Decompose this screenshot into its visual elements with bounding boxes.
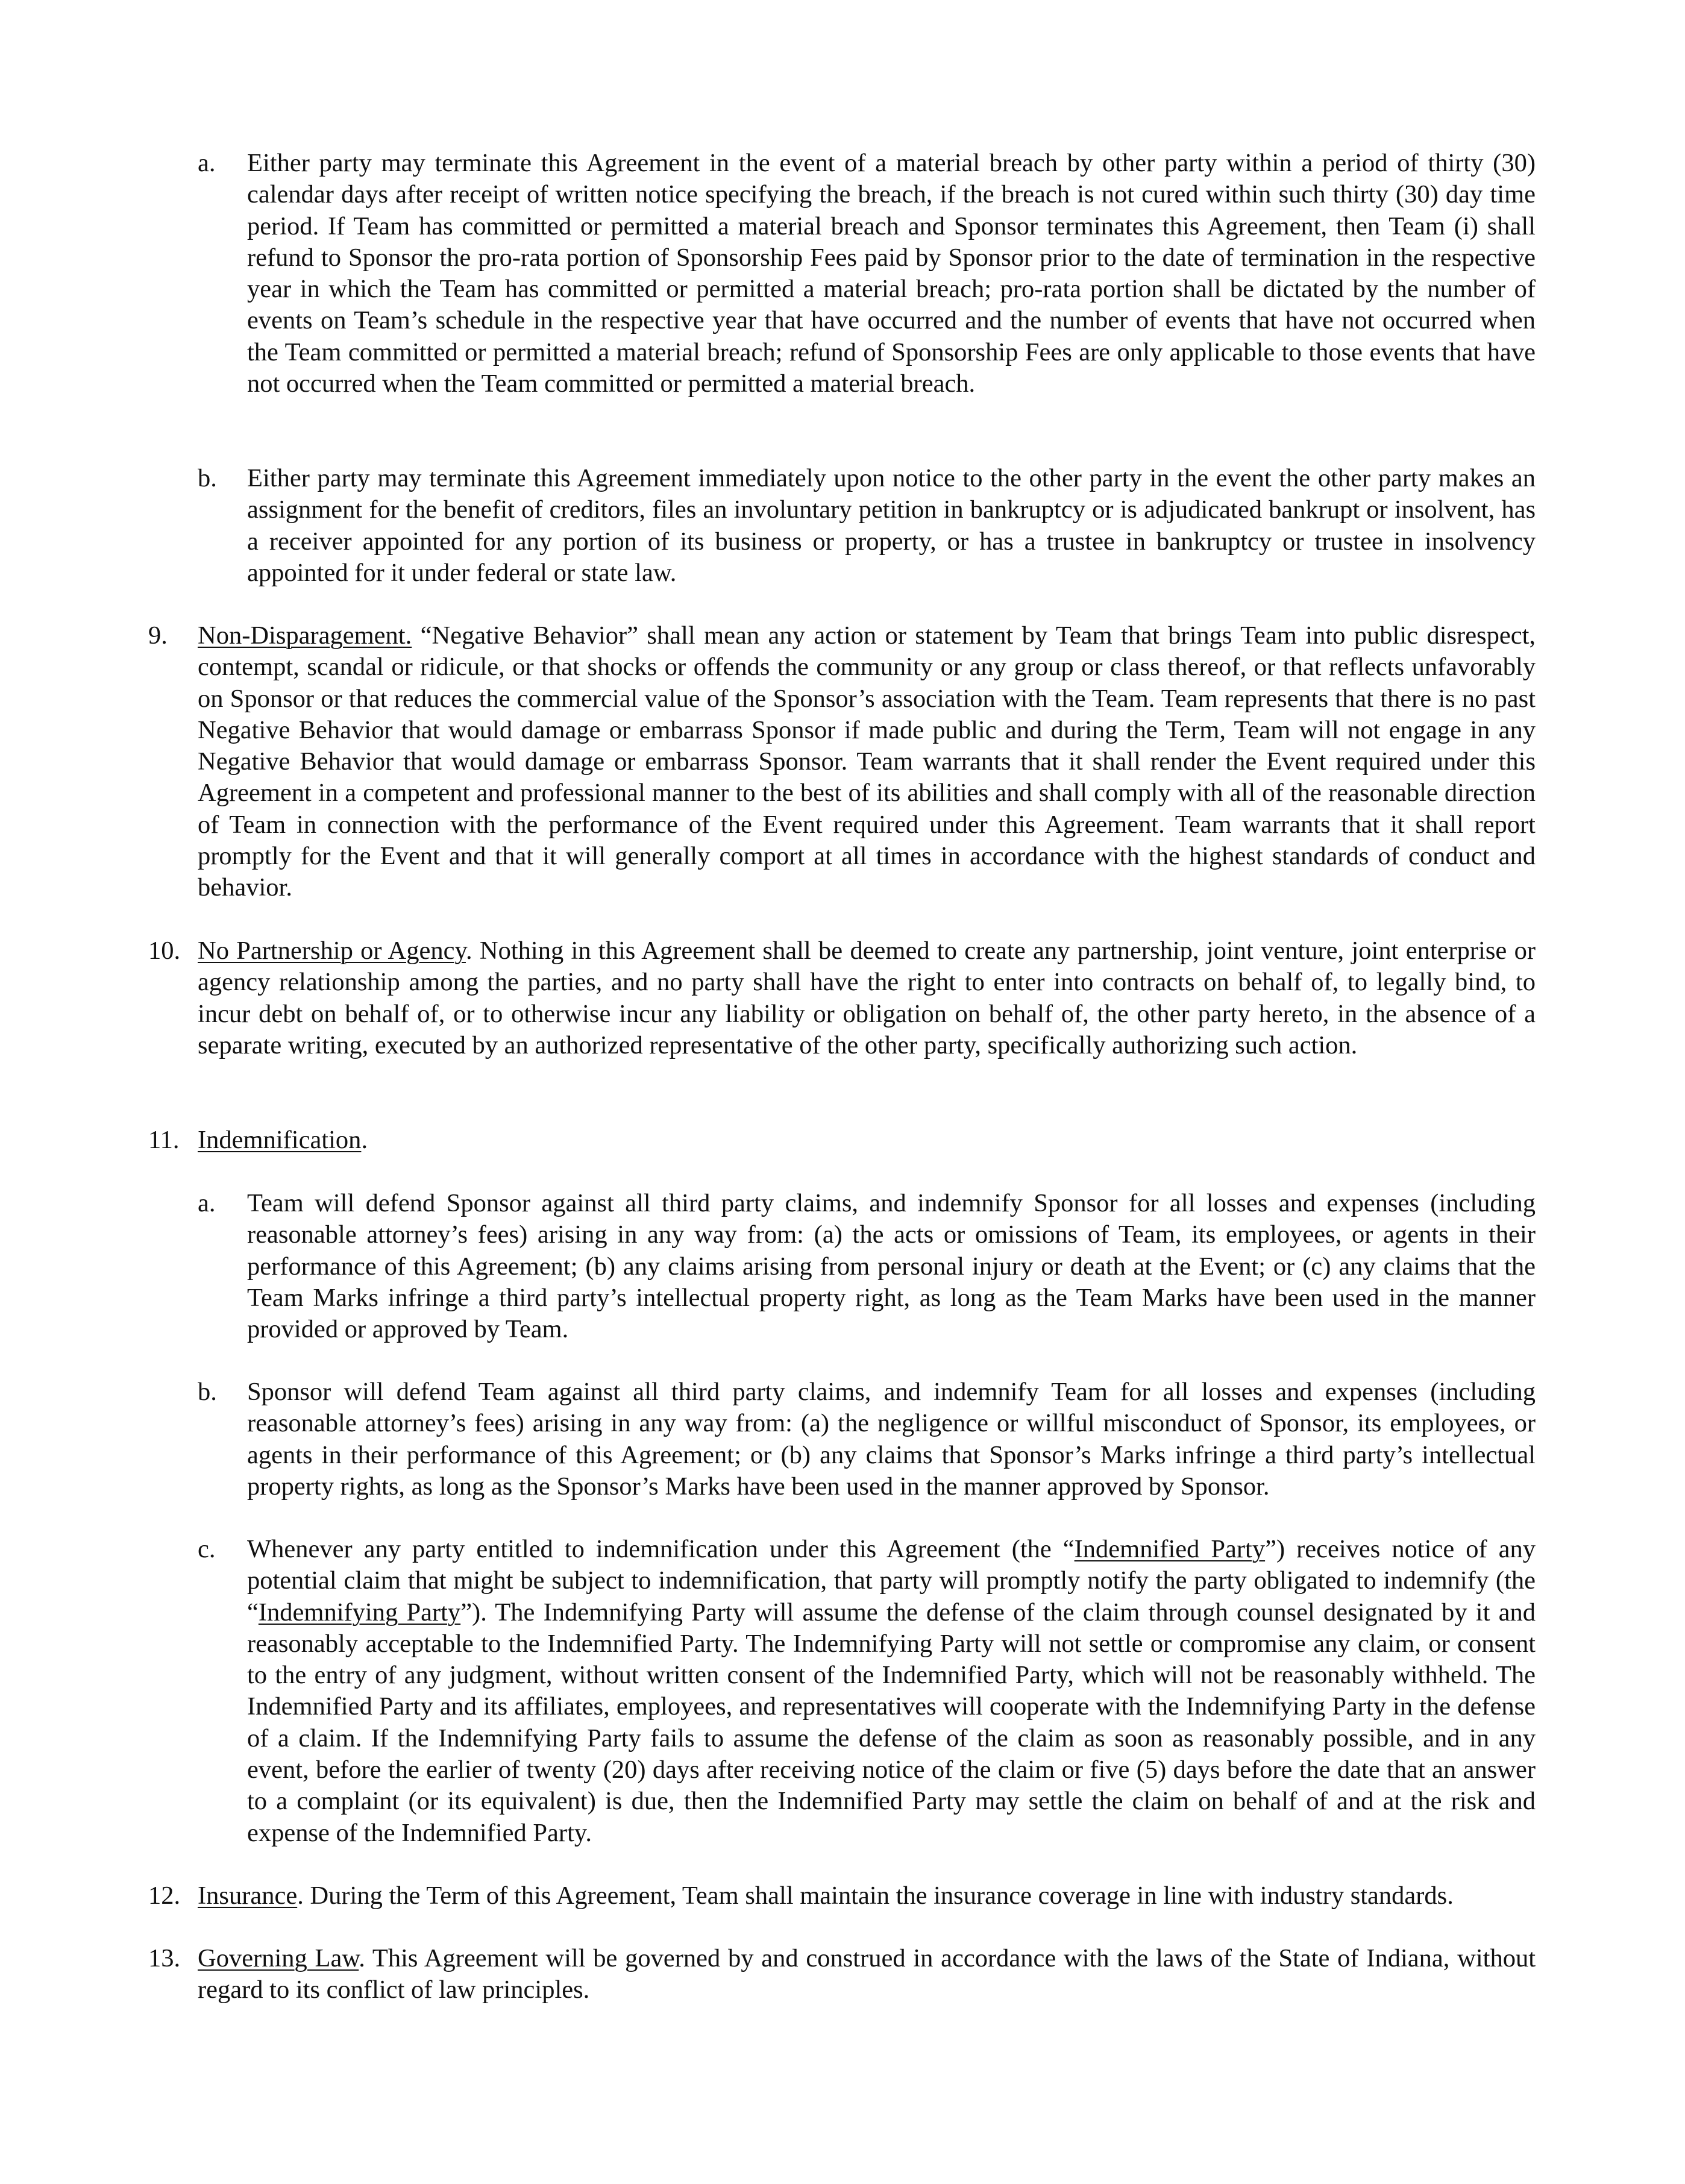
clause-marker: b.: [198, 464, 217, 492]
section-body: [198, 1943, 1536, 2006]
section-text: . During the Term of this Agreement, Team shall maintain the insurance coverage in line with industry standards.: [297, 1881, 1454, 1910]
section-heading: Non-Disparagement.: [198, 621, 412, 650]
clause-text: Team will defend Sponsor against all third party claims, and indemnify Sponsor for all losses and expenses (including reasonable attorney’s fees) arising in any way from: (a) the acts or omissions of Team, its employees, or agents in their performance of this Agreement; (b) any claims arising from personal injury or death at the Event; or (c) any claims that the Team Marks infringe a third party’s intellectual property right, as long as the Team Marks have been used in the manner provided or approved by Team.: [247, 1189, 1536, 1344]
section-number: 9.: [148, 621, 168, 650]
clause-marker: b.: [198, 1378, 217, 1406]
clause-marker: c.: [198, 1535, 216, 1563]
clause-text-part: Whenever any party entitled to indemnification under this Agreement (the “: [247, 1535, 1075, 1563]
section-number: 10.: [148, 937, 181, 965]
section-number: 11.: [148, 1126, 180, 1154]
section-heading: No Partnership or Agency: [198, 937, 466, 965]
clause-text: Sponsor will defend Team against all third party claims, and indemnify Team for all losses and expenses (including reasonable attorney’s fees) arising in any way from: (a) the negligence or willful misconduct of Sponsor, its employees, or agents in their performance of this Agreement; or (b) any claims that Sponsor’s Marks infringe a third party’s intellectual property rights, as long as the Sponsor’s Marks have been used in the manner approved by Sponsor.: [247, 1378, 1536, 1501]
section-heading: Insurance: [198, 1881, 298, 1910]
section-heading: Governing Law: [198, 1944, 359, 1972]
section-body: [198, 1125, 1536, 1156]
clause-text: [247, 1534, 1536, 1849]
section-number: 12.: [148, 1881, 181, 1910]
section-heading: Indemnification: [198, 1126, 362, 1154]
heading-suffix: .: [361, 1126, 368, 1154]
defined-term-indemnified-party: Indemnified Party: [1074, 1535, 1266, 1563]
section-body: [198, 935, 1536, 1061]
clause-text-part: ”). The Indemnifying Party will assume the defense of the claim through counsel designated by it and reasonably acceptable to the Indemnified Party. The Indemnifying Party will not settle or compromise any claim, or consent to the entry of any judgment, without written consent of the Indemnified Party, which will not be reasonably withheld. The Indemnified Party and its affiliates, employees, and representatives will cooperate with the Indemnifying Party in the defense of a claim. If the Indemnifying Party fails to assume the defense of the claim as soon as reasonably possible, and in any event, before the earlier of twenty (20) days after receiving notice of the claim or five (5) days before the date that an answer to a complaint (or its equivalent) is due, then the Indemnified Party may settle the claim on behalf of and at the risk and expense of the Indemnified Party.: [247, 1598, 1536, 1847]
clause-text: Either party may terminate this Agreement immediately upon notice to the other party in the event the other party makes an assignment for the benefit of creditors, files an involuntary petition in bankruptcy or is adjudicated bankrupt or insolvent, has a receiver appointed for any portion of its business or property, or has a trustee in bankruptcy or trustee in insolvency appointed for it under federal or state law.: [247, 464, 1536, 587]
defined-term-indemnifying-party: Indemnifying Party: [258, 1598, 461, 1627]
section-body: [198, 620, 1536, 904]
clause-marker: a.: [198, 149, 216, 177]
section-number: 13.: [148, 1944, 181, 1972]
clause-text: Either party may terminate this Agreement in the event of a material breach by other party within a period of thirty (30) calendar days after receipt of written notice specifying the breach, if the breach is not cured within such thirty (30) day time period. If Team has committed or permitted a material breach and Sponsor terminates this Agreement, then Team (i) shall refund to Sponsor the pro-rata portion of Sponsorship Fees paid by Sponsor prior to the date of termination in the respective year in which the Team has committed or permitted a material breach; pro-rata portion shall be dictated by the number of events on Team’s schedule in the respective year that have occurred and the number of events that have not occurred when the Team committed or permitted a material breach; refund of Sponsorship Fees are only applicable to those events that have not occurred when the Team committed or permitted a material breach.: [247, 149, 1536, 398]
section-text: . Nothing in this Agreement shall be deemed to create any partnership, joint venture, joint enterprise or agency relationship among the parties, and no party shall have the right to enter into contracts on behalf of, to legally bind, to incur debt on behalf of, or to otherwise incur any liability or obligation on behalf of, the other party hereto, in the absence of a separate writing, executed by an authorized representative of the other party, specifically authorizing such action.: [198, 937, 1536, 1059]
section-body: [198, 1880, 1536, 1912]
clause-marker: a.: [198, 1189, 216, 1217]
section-text: “Negative Behavior” shall mean any action or statement by Team that brings Team into public disrespect, contempt, scandal or ridicule, or that shocks or offends the community or any group or class thereof, or that reflects unfavorably on Sponsor or that reduces the commercial value of the Sponsor’s association with the Team. Team represents that there is no past Negative Behavior that would damage or embarrass Sponsor if made public and during the Term, Team will not engage in any Negative Behavior that would damage or embarrass Sponsor. Team warrants that it shall render the Event required under this Agreement in a competent and professional manner to the best of its abilities and shall comply with all of the reasonable direction of Team in connection with the performance of the Event required under this Agreement. Team warrants that it shall report promptly for the Event and that it will generally comport at all times in accordance with the highest standards of conduct and behavior.: [198, 621, 1536, 902]
section-text: . This Agreement will be governed by and construed in accordance with the laws of the State of Indiana, without regard to its conflict of law principles.: [198, 1944, 1536, 2004]
clause-text-part: ”) receives notice of any potential claim that might be subject to indemnification, that party will promptly notify the party obligated to indemnify (the “: [247, 1535, 1536, 1627]
